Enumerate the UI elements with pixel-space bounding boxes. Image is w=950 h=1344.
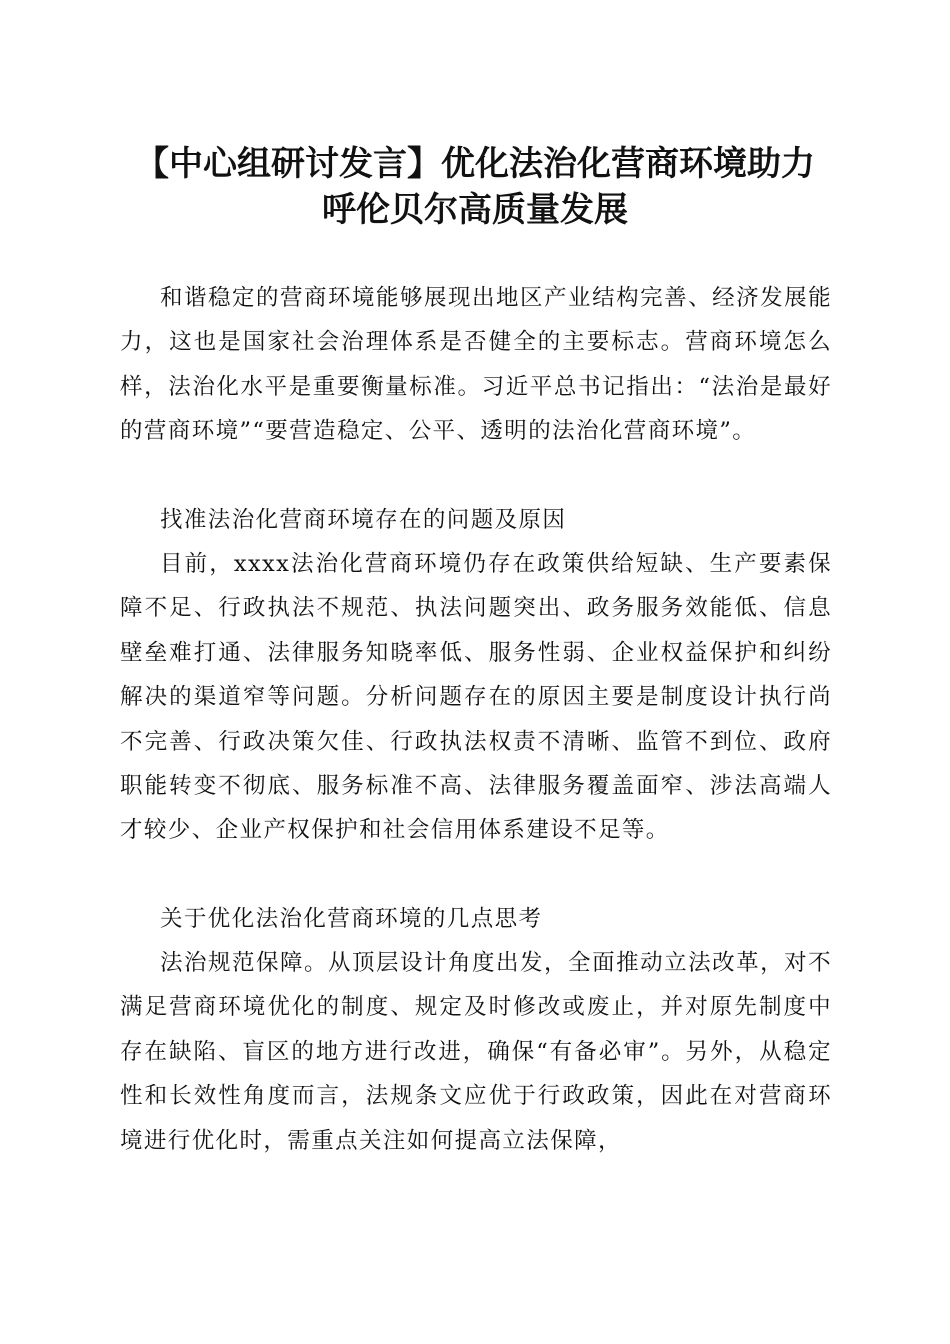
document-title-line-2: 呼伦贝尔高质量发展 (322, 190, 628, 230)
document-title-line-1: 【中心组研讨发言】优化法治化营商环境助力 (135, 144, 815, 184)
paragraph-problems: 目前，xxxx法治化营商环境仍存在政策供给短缺、生产要素保障不足、行政执法不规范、执法问题突出、政务服务效能低、信息壁垒难打通、法律服务知晓率低、服务性弱、企业权益保护和纠纷解决的渠道窄等问题。分析问题存在的原因主要是制度设计执行尚不完善、行政决策欠佳、行政执法权责不清晰、监管不到位、政府职能转变不彻底、服务标准不高、法律服务覆盖面窄、涉法高端人才较少、企业产权保护和社会信用体系建设不足等。 (120, 551, 832, 844)
section-heading-thoughts: 关于优化法治化营商环境的几点思考 (160, 906, 543, 932)
paragraph-intro: 和谐稳定的营商环境能够展现出地区产业结构完善、经济发展能力，这也是国家社会治理体系是否健全的主要标志。营商环境怎么样，法治化水平是重要衡量标准。习近平总书记指出：“法治是最好的营商环境”“要营造稳定、公平、透明的法治化营商环境”。 (120, 285, 832, 445)
paragraph-thoughts: 法治规范保障。从顶层设计角度出发，全面推动立法改革，对不满足营商环境优化的制度、规定及时修改或废止，并对原先制度中存在缺陷、盲区的地方进行改进，确保“有备必审”。另外，从稳定性和长效性角度而言，法规条文应优于行政政策，因此在对营商环境进行优化时，需重点关注如何提高立法保障， (120, 950, 832, 1154)
section-heading-problems: 找准法治化营商环境存在的问题及原因 (160, 507, 567, 533)
